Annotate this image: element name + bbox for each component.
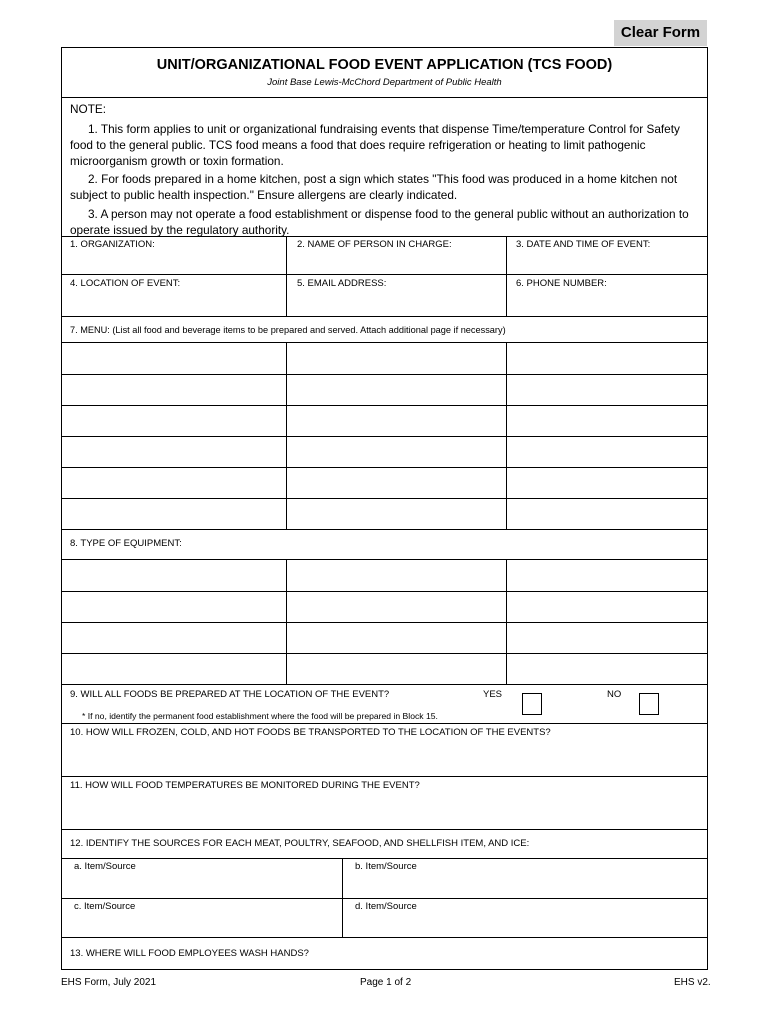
note-item-2: 2. For foods prepared in a home kitchen, post a sign which states "This food was produced in a home kitchen not subject to public health inspection." Ensure allergens are clearly indicated. bbox=[70, 172, 678, 202]
date-time-label: 3. DATE AND TIME OF EVENT: bbox=[516, 239, 651, 250]
q12-d-label: d. Item/Source bbox=[355, 901, 417, 912]
q13-label: 13. WHERE WILL FOOD EMPLOYEES WASH HANDS? bbox=[70, 948, 309, 959]
location-field[interactable] bbox=[62, 274, 286, 316]
note-heading: NOTE: bbox=[70, 102, 107, 116]
footer-form-id: EHS Form, July 2021 bbox=[61, 977, 157, 988]
email-field[interactable] bbox=[287, 274, 506, 316]
q12-label: 12. IDENTIFY THE SOURCES FOR EACH MEAT, POULTRY, SEAFOOD, AND SHELLFISH ITEM, AND ICE: bbox=[70, 838, 530, 849]
q9-no-label: NO bbox=[607, 689, 622, 700]
location-label: 4. LOCATION OF EVENT: bbox=[70, 278, 181, 289]
divider bbox=[62, 684, 707, 685]
q9-no-checkbox[interactable] bbox=[639, 693, 659, 715]
divider bbox=[62, 529, 707, 530]
equipment-table[interactable] bbox=[62, 559, 707, 684]
divider bbox=[342, 858, 343, 937]
equipment-label: 8. TYPE OF EQUIPMENT: bbox=[70, 538, 182, 549]
organization-label: 1. ORGANIZATION: bbox=[70, 239, 155, 250]
q9-note: * If no, identify the permanent food establishment where the food will be prepared in Block 15. bbox=[82, 711, 438, 721]
q10-label: 10. HOW WILL FROZEN, COLD, AND HOT FOODS BE TRANSPORTED TO THE LOCATION OF THE EVENTS? bbox=[70, 727, 551, 738]
divider bbox=[506, 236, 507, 316]
divider bbox=[286, 236, 287, 316]
q12-c-field[interactable] bbox=[62, 898, 342, 937]
q13-field[interactable] bbox=[62, 937, 707, 969]
q12-a-field[interactable] bbox=[62, 858, 342, 898]
q12-b-label: b. Item/Source bbox=[355, 861, 417, 872]
person-in-charge-field[interactable] bbox=[287, 236, 506, 274]
date-time-field[interactable] bbox=[507, 236, 707, 274]
footer-page-number: Page 1 of 2 bbox=[360, 977, 412, 988]
divider bbox=[62, 316, 707, 317]
q12-b-field[interactable] bbox=[343, 858, 707, 898]
email-label: 5. EMAIL ADDRESS: bbox=[297, 278, 387, 289]
organization-field[interactable] bbox=[62, 236, 286, 274]
note-item-3: 3. A person may not operate a food establishment or dispense food to the general public without an authorization to operate issued by the regulatory authority. bbox=[70, 207, 689, 237]
menu-table[interactable] bbox=[62, 342, 707, 529]
phone-label: 6. PHONE NUMBER: bbox=[516, 278, 607, 289]
q12-c-label: c. Item/Source bbox=[74, 901, 136, 912]
divider bbox=[62, 97, 707, 98]
q10-field[interactable] bbox=[62, 723, 707, 776]
menu-label: 7. MENU: (List all food and beverage items to be prepared and served. Attach additional page if necessary) bbox=[70, 325, 506, 335]
note-item-1: 1. This form applies to unit or organizational fundraising events that dispense Time/temperature Control for Safety food to the general public. TCS food means a food that does require refrigeration or heating to limit pathogenic microorganism growth or toxin formation. bbox=[70, 122, 680, 168]
form-title: UNIT/ORGANIZATIONAL FOOD EVENT APPLICATION (TCS FOOD) bbox=[156, 57, 613, 73]
phone-field[interactable] bbox=[507, 274, 707, 316]
divider bbox=[62, 829, 707, 830]
q9-question: 9. WILL ALL FOODS BE PREPARED AT THE LOCATION OF THE EVENT? bbox=[70, 689, 390, 700]
q11-label: 11. HOW WILL FOOD TEMPERATURES BE MONITORED DURING THE EVENT? bbox=[70, 780, 420, 791]
q9-yes-label: YES bbox=[483, 689, 503, 700]
person-in-charge-label: 2. NAME OF PERSON IN CHARGE: bbox=[297, 239, 452, 250]
clear-form-button[interactable]: Clear Form bbox=[614, 20, 707, 46]
q12-d-field[interactable] bbox=[343, 898, 707, 937]
footer-version: EHS v2. bbox=[674, 977, 711, 988]
form-container bbox=[61, 47, 708, 970]
q11-field[interactable] bbox=[62, 776, 707, 829]
q12-a-label: a. Item/Source bbox=[74, 861, 136, 872]
q9-yes-checkbox[interactable] bbox=[522, 693, 542, 715]
form-subtitle: Joint Base Lewis-McChord Department of Public Health bbox=[267, 77, 502, 88]
